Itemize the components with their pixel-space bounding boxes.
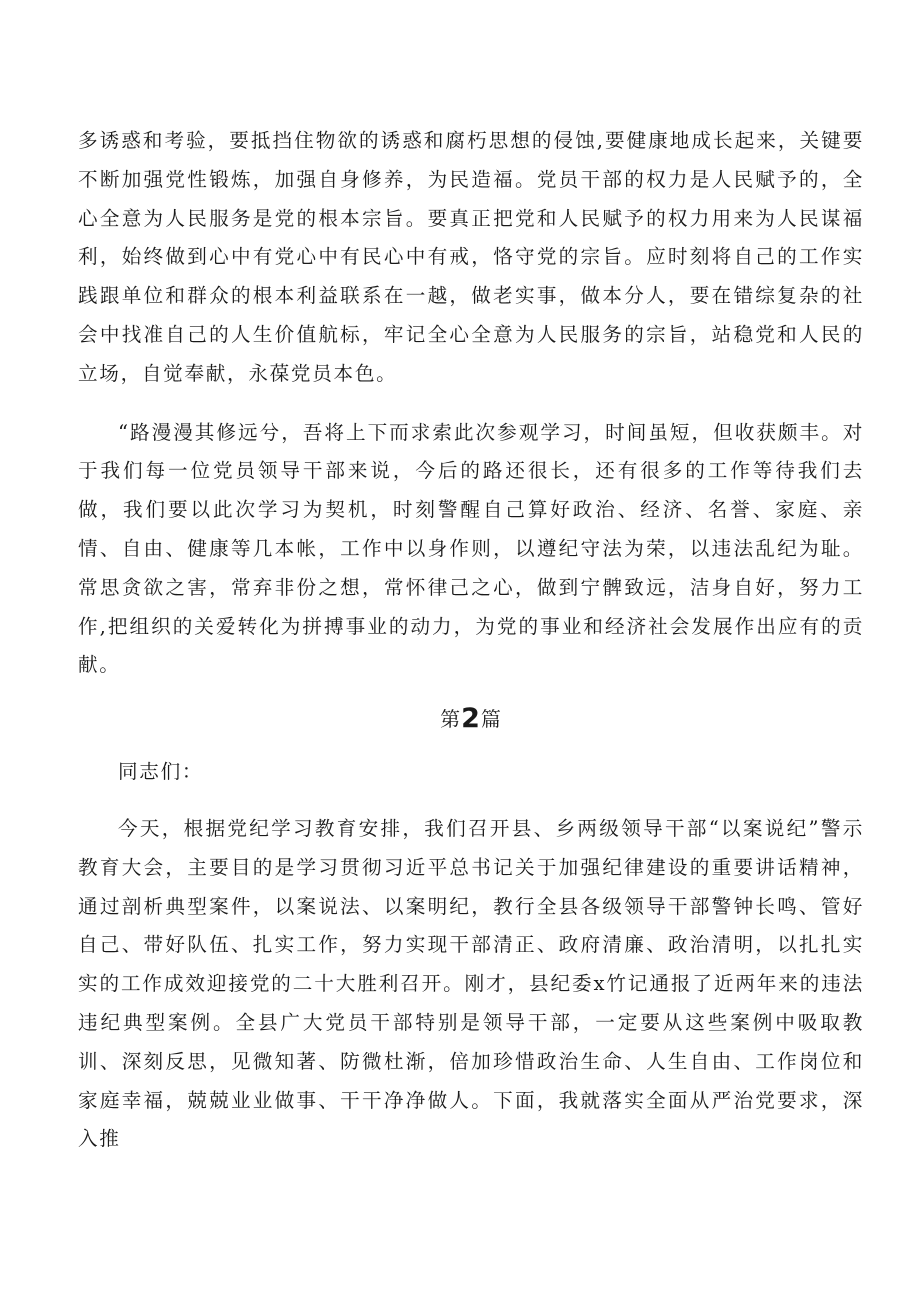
section-heading: [78, 699, 864, 739]
body-paragraph-3: 今天，根据党纪学习教育安排，我们召开县、乡两级领导干部“以案说纪”警示教育大会，主要目的是学习贯彻习近平总书记关于加强纪律建设的重要讲话精神，通过剖析典型案件，以案说法、以案明纪，教行全县各级领导干部警钟长鸣、管好自己、带好队伍、扎实工作，努力实现干部清正、政府清廉、政治清明，以扎扎实实的工作成效迎接党的二十大胜利召开。刚才，县纪委x竹记通报了近两年来的违法违纪典型案例。全县广大党员干部特别是领导干部，一定要从这些案例中吸取教训、深刻反思，见微知著、防微杜渐，倍加珍惜政治生命、人生自由、工作岗位和家庭幸福，兢兢业业做事、干干净净做人。下面，我就落实全面从严治党要求，深入推: [78, 816, 864, 1151]
heading-suffix: 篇: [480, 707, 502, 732]
body-paragraph-1: 多诱惑和考验，要抵挡住物欲的诱惑和腐朽思想的侵蚀,要健康地成长起来，关键要不断加强党性锻炼，加强自身修养，为民造福。党员干部的权力是人民赋予的，全心全意为人民服务是党的根本宗旨。要真正把党和人民赋予的权力用来为人民谋福利，始终做到心中有党心中有民心中有戒，恪守党的宗旨。应时刻将自己的工作实践跟单位和群众的根本利益联系在一越，做老实事，做本分人，要在错综复杂的社会中找准自己的人生价值航标，牢记全心全意为人民服务的宗旨，站稳党和人民的立场，自觉奉献，永葆党员本色。: [78, 129, 864, 385]
salutation: 同志们：: [118, 760, 204, 784]
heading-number: 2: [461, 703, 481, 735]
document-page: [78, 122, 864, 1159]
heading-prefix: 第: [440, 707, 462, 732]
body-paragraph-2: “路漫漫其修远兮，吾将上下而求索此次参观学习，时间虽短，但收获颇丰。对于我们每一位党员领导干部来说，今后的路还很长，还有很多的工作等待我们去做，我们要以此次学习为契机，时刻警醒自己算好政治、经济、名誉、家庭、亲情、自由、健康等几本帐，工作中以身作则，以遵纪守法为荣，以违法乱纪为耻。常思贪欲之害，常弃非份之想，常怀律己之心，做到宁髀致远，洁身自好，努力工作,把组织的关爱转化为拼搏事业的动力，为党的事业和经济社会发展作出应有的贡献。: [78, 420, 864, 677]
